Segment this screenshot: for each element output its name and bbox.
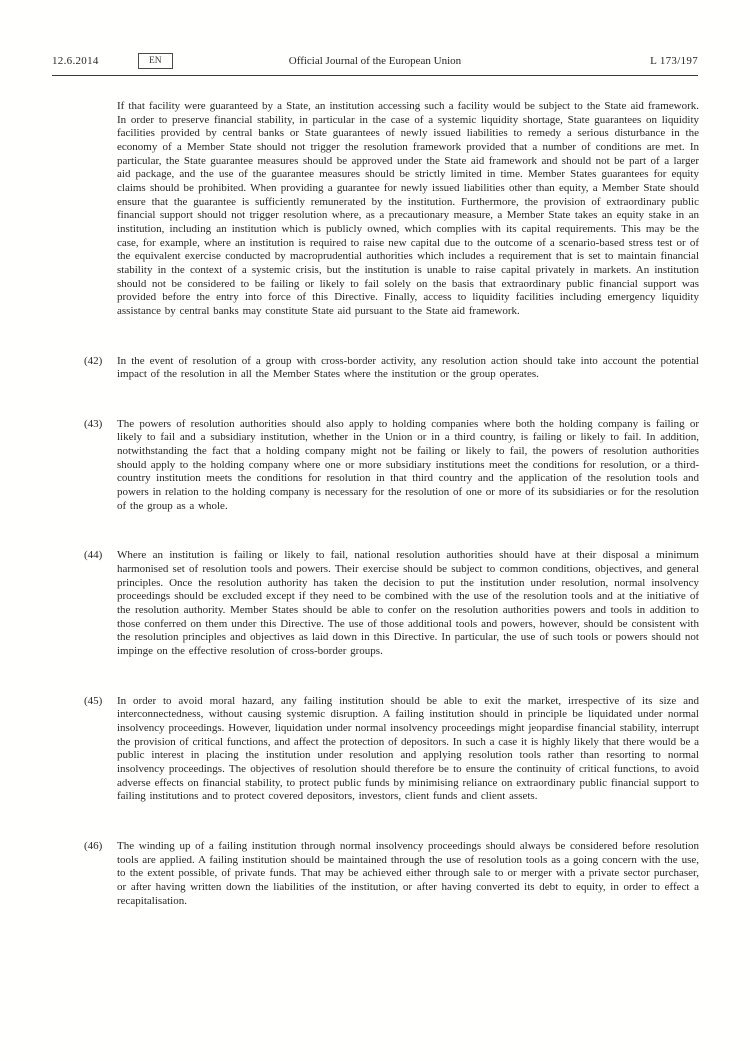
paragraph-number: (45) [84, 694, 103, 707]
paragraph-text: Where an institution is failing or likely to fail, national resolution authorities should have at their disposal a minimum harmonised set of resolution tools and powers. Their exercise should be subject to common conditions, objectives, and general principles. Once the resolution authority has taken the decision to put the institution under resolution, normal insolvency proceedings should be excluded except if they need to be combined with the use of the resolution tools and at the initiative of the resolution authority. Member States should be able to confer on the resolution authorities powers and tools in addition to those conferred on them under this Directive. The use of those additional tools and powers, however, should be consistent with the resolution principles and objectives as laid down in this Directive. In particular, the use of such tools or powers should not impinge on the effective resolution of cross-border groups. [117, 549, 699, 657]
paragraph-number: (44) [84, 549, 103, 562]
paragraph-number: (42) [84, 354, 103, 367]
paragraph-number: (43) [84, 417, 103, 430]
document-body [84, 100, 699, 944]
paragraph [84, 417, 699, 514]
paragraph-number: (46) [84, 839, 103, 852]
language-badge: EN [138, 53, 173, 69]
paragraph-text: In order to avoid moral hazard, any failing institution should be able to exit the market, irrespective of its size and interconnectedness, without causing systemic disruption. A failing institution should in principle be liquidated under normal insolvency proceedings. However, liquidation under normal insolvency proceedings might jeopardise financial stability, interrupt the provision of critical functions, and affect the protection of depositors. In such a case it is highly likely that there would be a public interest in placing the institution under resolution and applying resolution tools rather than resorting to normal insolvency proceedings. The objectives of resolution should therefore be to ensure the continuity of critical functions, to avoid adverse effects on financial stability, to protect public funds by minimising reliance on extraordinary public financial support to failing institutions and to protect covered depositors, investors, client funds and client assets. [117, 694, 699, 803]
paragraph-text: In the event of resolution of a group with cross-border activity, any resolution action should take into account the potential impact of the resolution in all the Member States where the institution or the group operates. [117, 354, 699, 381]
header-title: Official Journal of the European Union [288, 55, 462, 67]
paragraph [117, 100, 699, 319]
paragraph [84, 694, 699, 804]
paragraph [84, 549, 699, 658]
paragraph [84, 839, 699, 908]
paragraph-text: The winding up of a failing institution through normal insolvency proceedings should always be considered before resolution tools are applied. A failing institution should be maintained through the use of resolution tools as a going concern with the use, to the extent possible, of private funds. That may be achieved either through sale to or merger with a private sector purchaser, or after having written down the liabilities of the institution, or after having converted its debt to equity, in order to effect a recapitalisation. [117, 839, 699, 907]
paragraph [84, 354, 699, 382]
page-number: L 173/197 [650, 55, 698, 67]
paragraph-text: If that facility were guaranteed by a State, an institution accessing such a facility would be subject to the State aid framework. In order to preserve financial stability, in particular in the case of a systemic liquidity shortage, State guarantees on liquidity facilities provided by central banks or State guarantees of newly issued liabilities to remedy a serious disturbance in the economy of a Member State should not trigger the resolution framework provided that a number of conditions are met. In particular, the State guarantee measures should be approved under the State aid framework and should not be part of a larger aid package, and the use of the guarantee measures should be strictly limited in time. Member States guarantees for equity claims should be prohibited. When providing a guarantee for newly issued liabilities other than equity, a Member State should ensure that the guarantee is sufficiently remunerated by the institution. Furthermore, the provision of extraordinary public financial support should not trigger resolution where, as a precautionary measure, a Member State takes an equity stake in an institution, including an institution which is publicly owned, which complies with its capital requirements. This may be the case, for example, where an institution is required to raise new capital due to the outcome of a scenario-based stress test or of the equivalent exercise conducted by macroprudential authorities which includes a requirement that is set to maintain financial stability in the context of a systemic crisis, but the institution is unable to raise capital privately in markets. An institution should not be considered to be failing or likely to fail solely on the basis that extraordinary public financial support was provided before the entry into force of this Directive. Finally, access to liquidity facilities including emergency liquidity assistance by central banks may constitute State aid pursuant to the State aid framework. [117, 100, 699, 317]
paragraph-text: The powers of resolution authorities should also apply to holding companies where both the holding company is failing or likely to fail and a subsidiary institution, whether in the Union or in a third country, is failing or likely to fail. In addition, notwithstanding the fact that a holding company might not be failing or likely to fail, the powers of resolution authorities should apply to the holding company where one or more subsidiary institutions meet the conditions for resolution, or a third-country institution meets the conditions for resolution in that third country and the application of the resolution tools and powers in relation to the holding company is necessary for the resolution of one or more of its subsidiaries or for the resolution of the group as a whole. [117, 417, 699, 512]
header-date: 12.6.2014 [52, 55, 99, 67]
page-header [52, 53, 698, 76]
